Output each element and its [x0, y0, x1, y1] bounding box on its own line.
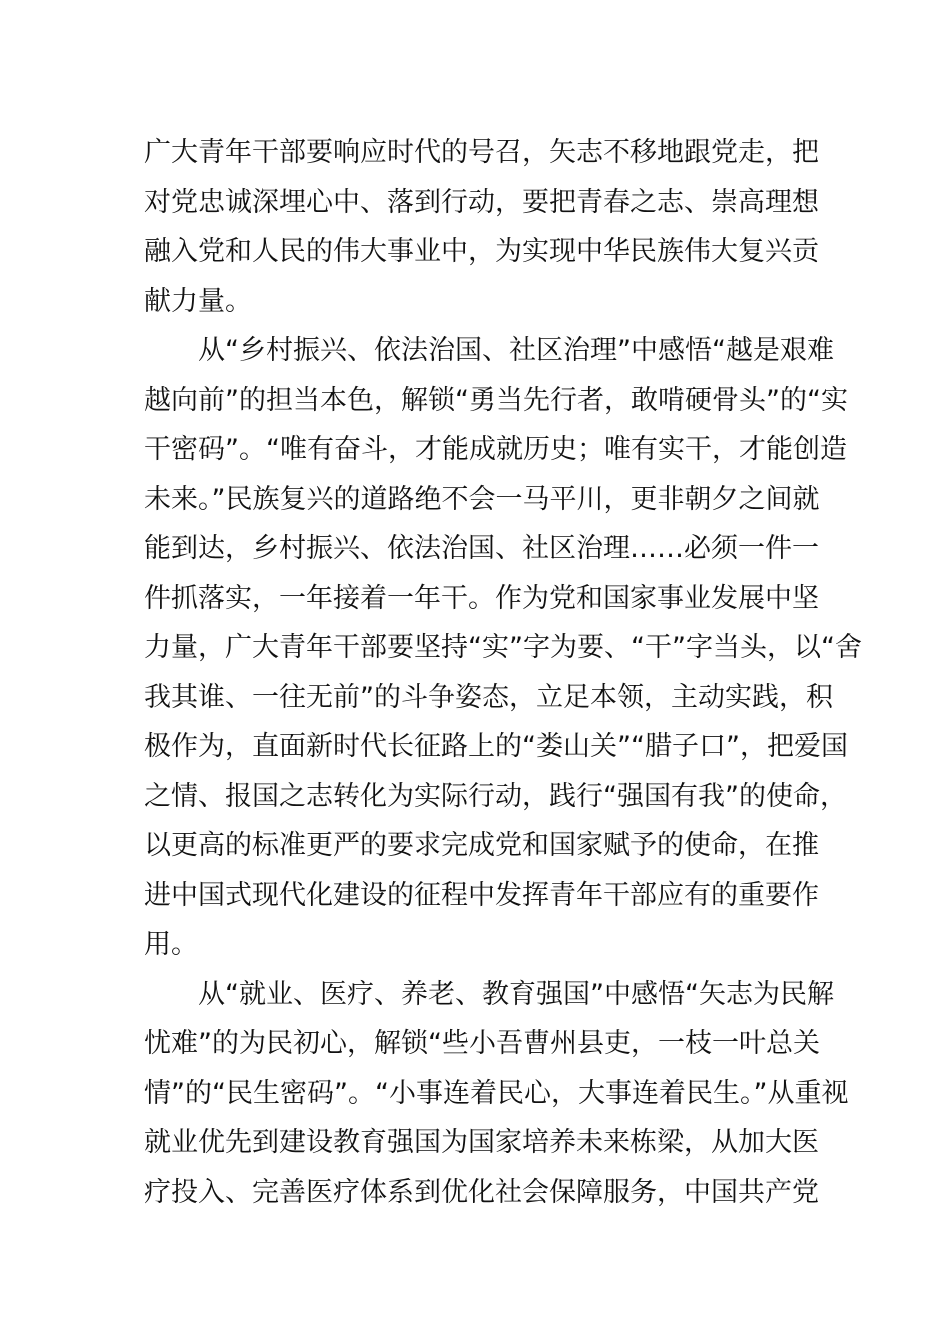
- paragraph-start-line: 从“乡村振兴、依法治国、社区治理”中感悟“越是艰难: [198, 335, 834, 366]
- text-line: 就业优先到建设教育强国为国家培养未来栋梁，从加大医: [144, 1127, 819, 1158]
- text-line: 献力量。: [144, 285, 252, 317]
- text-line: 能到达，乡村振兴、依法治国、社区治理……必须一件一: [144, 533, 819, 564]
- text-line: 广大青年干部要响应时代的号召，矢志不移地跟党走，把: [144, 137, 819, 168]
- text-line: 进中国式现代化建设的征程中发挥青年干部应有的重要作: [144, 879, 819, 911]
- text-line: 以更高的标准更严的要求完成党和国家赋予的使命，在推: [144, 830, 819, 861]
- text-line: 疗投入、完善医疗体系到优化社会保障服务，中国共产党: [144, 1176, 819, 1208]
- text-line: 融入党和人民的伟大事业中，为实现中华民族伟大复兴贡: [144, 236, 819, 267]
- text-line: 干密码”。“唯有奋斗，才能成就历史；唯有实干，才能创造: [144, 434, 847, 465]
- text-line: 情”的“民生密码”。“小事连着民心，大事连着民生。”从重视: [144, 1077, 849, 1109]
- body-text: [144, 128, 862, 1217]
- text-line: 我其谁、一往无前”的斗争姿态，立足本领，主动实践，积: [144, 681, 833, 713]
- text-line: 力量，广大青年干部要坚持“实”字为要、“干”字当头，以“舍: [144, 632, 862, 663]
- text-line: 忧难”的为民初心，解锁“些小吾曹州县吏，一枝一叶总关: [144, 1028, 820, 1059]
- text-line: 极作为，直面新时代长征路上的“娄山关”“腊子口”，把爱国: [144, 731, 848, 762]
- paragraph-start-line: 从“就业、医疗、养老、教育强国”中感悟“矢志为民解: [198, 978, 834, 1010]
- text-line: 之情、报国之志转化为实际行动，践行“强国有我”的使命，: [144, 780, 847, 812]
- text-line: 越向前”的担当本色，解锁“勇当先行者，敢啃硬骨头”的“实: [144, 384, 848, 416]
- text-line: 件抓落实，一年接着一年干。作为党和国家事业发展中坚: [144, 582, 819, 614]
- text-line: 用。: [144, 929, 198, 960]
- text-line: 对党忠诚深埋心中、落到行动，要把青春之志、崇高理想: [144, 186, 819, 218]
- text-line: 未来。”民族复兴的道路绝不会一马平川，更非朝夕之间就: [144, 483, 820, 515]
